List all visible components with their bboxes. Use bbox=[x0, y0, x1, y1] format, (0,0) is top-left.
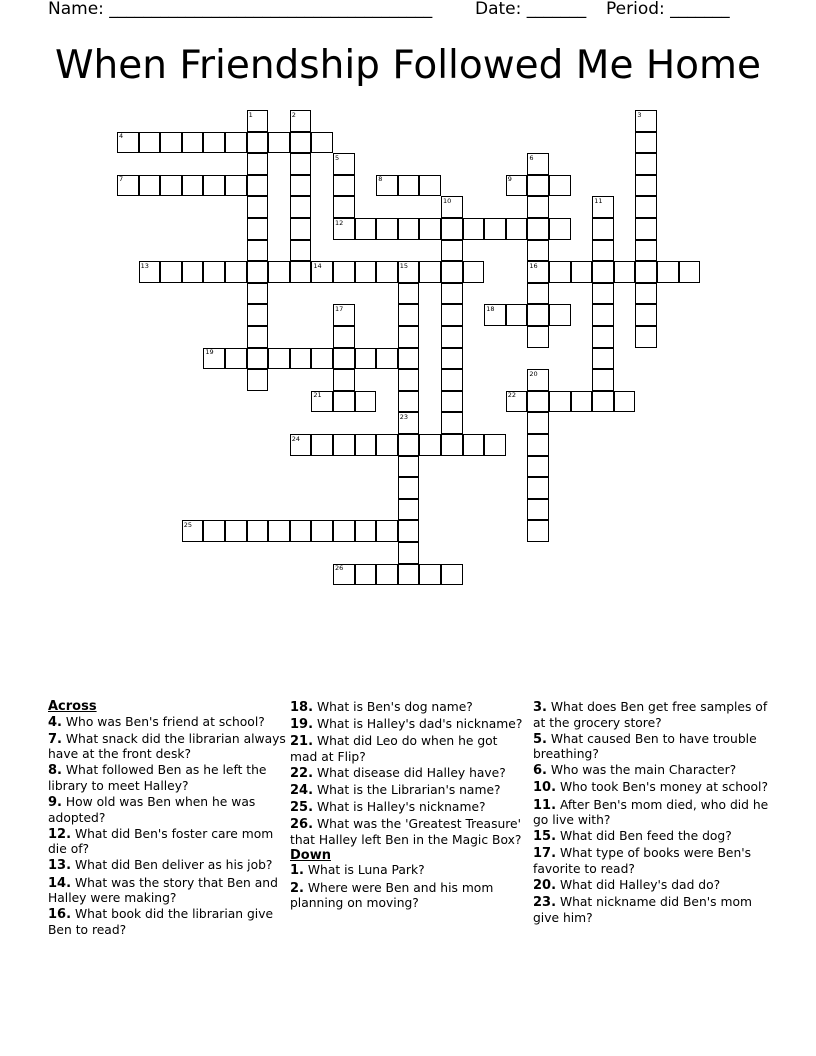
grid-cell[interactable] bbox=[203, 520, 225, 542]
grid-cell[interactable] bbox=[592, 348, 614, 370]
grid-cell[interactable] bbox=[441, 434, 463, 456]
clue-number: 8 bbox=[378, 175, 383, 184]
clue-number-label: 17. bbox=[533, 846, 557, 862]
clue-number: 24 bbox=[291, 434, 301, 443]
grid-cell[interactable] bbox=[441, 326, 463, 348]
clue-item bbox=[533, 829, 771, 845]
grid-cell[interactable] bbox=[571, 391, 593, 413]
grid-cell[interactable] bbox=[311, 132, 333, 154]
clue-number-label: 12. bbox=[48, 826, 72, 842]
grid-cell[interactable] bbox=[225, 132, 247, 154]
grid-cell[interactable] bbox=[268, 261, 290, 283]
grid-cell[interactable] bbox=[527, 240, 549, 262]
grid-cell[interactable] bbox=[592, 283, 614, 305]
clue-text: What was the story that Ben and Halley were making? bbox=[48, 875, 278, 906]
grid-cell[interactable] bbox=[441, 240, 463, 262]
grid-cell[interactable] bbox=[290, 132, 312, 154]
clue-number-label: 15. bbox=[533, 829, 557, 845]
clue-text: What caused Ben to have trouble breathing? bbox=[533, 731, 757, 762]
grid-cell[interactable] bbox=[441, 369, 463, 391]
clue-number-label: 6. bbox=[533, 763, 547, 779]
grid-cell[interactable] bbox=[333, 326, 355, 348]
clue-number: 2 bbox=[291, 110, 296, 119]
clue-number-label: 13. bbox=[48, 858, 72, 874]
clue-item bbox=[48, 827, 286, 857]
clue-item bbox=[533, 798, 771, 828]
grid-cell[interactable] bbox=[333, 391, 355, 413]
clue-number: 23 bbox=[399, 412, 409, 421]
grid-cell[interactable] bbox=[398, 434, 420, 456]
grid-cell[interactable] bbox=[290, 153, 312, 175]
clue-number-label: 9. bbox=[48, 795, 62, 811]
clue-text: How old was Ben when he was adopted? bbox=[48, 795, 256, 825]
grid-cell[interactable] bbox=[247, 153, 269, 175]
grid-cell[interactable] bbox=[333, 196, 355, 218]
clue-item bbox=[48, 907, 286, 937]
clue-number-label: 10. bbox=[533, 780, 557, 796]
grid-cell[interactable] bbox=[333, 369, 355, 391]
grid-cell[interactable] bbox=[527, 520, 549, 542]
clue-item bbox=[533, 763, 771, 779]
clue-item bbox=[533, 700, 771, 730]
clue-text: What disease did Halley have? bbox=[313, 765, 506, 780]
grid-cell[interactable] bbox=[527, 391, 549, 413]
grid-cell[interactable] bbox=[203, 132, 225, 154]
grid-cell[interactable] bbox=[247, 326, 269, 348]
clue-item bbox=[533, 878, 771, 894]
clue-number: 13 bbox=[140, 261, 149, 270]
grid-cell[interactable] bbox=[592, 240, 614, 262]
grid-cell[interactable] bbox=[225, 348, 247, 370]
grid-cell[interactable] bbox=[549, 391, 571, 413]
grid-cell[interactable] bbox=[355, 261, 377, 283]
grid-cell[interactable] bbox=[527, 175, 549, 197]
grid-cell[interactable] bbox=[506, 304, 528, 326]
clue-item bbox=[533, 895, 771, 925]
clue-number: 4 bbox=[119, 132, 124, 141]
name-field-label[interactable]: Name: ______________________________________ bbox=[48, 0, 433, 19]
grid-cell[interactable] bbox=[592, 369, 614, 391]
grid-cell[interactable] bbox=[203, 261, 225, 283]
clue-number-label: 20. bbox=[533, 878, 557, 894]
grid-cell[interactable] bbox=[635, 175, 657, 197]
clue-text: What was the 'Greatest Treasure' that Halley left Ben in the Magic Box? bbox=[290, 817, 522, 847]
grid-cell[interactable] bbox=[247, 520, 269, 542]
clue-number: 14 bbox=[313, 261, 322, 270]
grid-cell[interactable] bbox=[419, 564, 441, 586]
grid-cell[interactable] bbox=[290, 196, 312, 218]
grid-cell[interactable] bbox=[398, 175, 420, 197]
clue-text: What did Ben deliver as his job? bbox=[71, 858, 273, 873]
grid-cell[interactable] bbox=[592, 261, 614, 283]
grid-cell[interactable] bbox=[441, 304, 463, 326]
grid-cell[interactable] bbox=[527, 283, 549, 305]
clue-number: 19 bbox=[205, 348, 214, 357]
grid-cell[interactable] bbox=[592, 326, 614, 348]
clue-item bbox=[533, 732, 771, 762]
grid-cell[interactable] bbox=[614, 391, 636, 413]
grid-cell[interactable] bbox=[355, 348, 377, 370]
grid-cell[interactable] bbox=[290, 520, 312, 542]
clue-number: 10 bbox=[443, 196, 452, 205]
clue-number-label: 25. bbox=[290, 800, 314, 816]
clue-item bbox=[48, 795, 286, 825]
grid-cell[interactable] bbox=[311, 434, 333, 456]
grid-cell[interactable] bbox=[527, 326, 549, 348]
grid-cell[interactable] bbox=[549, 175, 571, 197]
grid-cell[interactable] bbox=[635, 196, 657, 218]
clue-text: What is the Librarian's name? bbox=[313, 782, 501, 797]
grid-cell[interactable] bbox=[635, 283, 657, 305]
grid-cell[interactable] bbox=[398, 304, 420, 326]
grid-cell[interactable] bbox=[398, 520, 420, 542]
grid-cell[interactable] bbox=[398, 218, 420, 240]
grid-cell[interactable] bbox=[527, 499, 549, 521]
clue-number: 11 bbox=[594, 196, 603, 205]
clue-text: What did Halley's dad do? bbox=[556, 878, 721, 893]
grid-cell[interactable] bbox=[592, 391, 614, 413]
clue-text: What is Halley's dad's nickname? bbox=[313, 717, 523, 732]
grid-cell[interactable] bbox=[635, 132, 657, 154]
clue-item bbox=[533, 846, 771, 876]
grid-cell[interactable] bbox=[527, 218, 549, 240]
grid-cell[interactable] bbox=[376, 520, 398, 542]
clue-number: 22 bbox=[507, 391, 517, 400]
clue-item bbox=[290, 800, 528, 816]
grid-cell[interactable] bbox=[290, 218, 312, 240]
clue-number: 26 bbox=[335, 564, 344, 573]
clue-number-label: 1. bbox=[290, 863, 304, 879]
clue-text: What nickname did Ben's mom give him? bbox=[533, 895, 752, 925]
clue-text: What snack did the librarian always have at the front desk? bbox=[48, 731, 286, 762]
across-heading: Across bbox=[48, 699, 97, 714]
grid-cell[interactable] bbox=[333, 434, 355, 456]
clue-number: 7 bbox=[119, 175, 124, 184]
grid-cell[interactable] bbox=[549, 218, 571, 240]
grid-cell[interactable] bbox=[268, 520, 290, 542]
clue-item bbox=[48, 858, 286, 874]
clue-text: What is Ben's dog name? bbox=[313, 700, 473, 714]
grid-cell[interactable] bbox=[182, 132, 204, 154]
clue-number-label: 11. bbox=[533, 797, 557, 813]
grid-cell[interactable] bbox=[333, 348, 355, 370]
grid-cell[interactable] bbox=[398, 564, 420, 586]
grid-cell[interactable] bbox=[463, 434, 485, 456]
grid-cell[interactable] bbox=[419, 175, 441, 197]
grid-cell[interactable] bbox=[376, 218, 398, 240]
clue-item bbox=[290, 881, 528, 911]
grid-cell[interactable] bbox=[441, 564, 463, 586]
grid-cell[interactable] bbox=[355, 391, 377, 413]
grid-cell[interactable] bbox=[268, 348, 290, 370]
clue-text: What did Leo do when he got mad at Flip? bbox=[290, 734, 498, 764]
clue-item bbox=[48, 715, 286, 731]
grid-cell[interactable] bbox=[527, 456, 549, 478]
clue-text: Where were Ben and his mom planning on moving? bbox=[290, 880, 494, 911]
clue-number-label: 16. bbox=[48, 907, 72, 923]
grid-cell[interactable] bbox=[571, 261, 593, 283]
clue-text: What type of books were Ben's favorite to read? bbox=[533, 846, 752, 876]
clue-number: 18 bbox=[486, 304, 495, 313]
grid-cell[interactable] bbox=[247, 261, 269, 283]
clue-item bbox=[290, 783, 528, 799]
grid-cell[interactable] bbox=[441, 283, 463, 305]
clue-text: What followed Ben as he left the library to meet Halley? bbox=[48, 763, 267, 793]
clue-item bbox=[290, 766, 528, 782]
grid-cell[interactable] bbox=[160, 132, 182, 154]
grid-cell[interactable] bbox=[398, 477, 420, 499]
grid-cell[interactable] bbox=[592, 218, 614, 240]
grid-cell[interactable] bbox=[333, 175, 355, 197]
clue-item bbox=[48, 876, 286, 906]
grid-cell[interactable] bbox=[657, 261, 679, 283]
clue-number-label: 26. bbox=[290, 817, 314, 833]
clue-number: 20 bbox=[529, 369, 538, 378]
clue-number: 25 bbox=[183, 520, 193, 529]
grid-cell[interactable] bbox=[290, 175, 312, 197]
clue-text: Who was Ben's friend at school? bbox=[61, 714, 265, 729]
clue-item bbox=[290, 817, 528, 847]
clue-number-label: 19. bbox=[290, 717, 314, 733]
clues-column-3 bbox=[533, 700, 771, 927]
grid-cell[interactable] bbox=[635, 326, 657, 348]
grid-cell[interactable] bbox=[247, 196, 269, 218]
grid-cell[interactable] bbox=[247, 369, 269, 391]
grid-cell[interactable] bbox=[376, 564, 398, 586]
grid-cell[interactable] bbox=[635, 304, 657, 326]
grid-cell[interactable] bbox=[290, 348, 312, 370]
clue-number-label: 14. bbox=[48, 875, 72, 891]
clues-column-2 bbox=[290, 700, 528, 912]
clue-text: Who took Ben's money at school? bbox=[556, 780, 768, 795]
clue-number-label: 8. bbox=[48, 763, 62, 779]
clue-number: 12 bbox=[335, 218, 344, 227]
clue-number-label: 4. bbox=[48, 714, 62, 730]
grid-cell[interactable] bbox=[441, 348, 463, 370]
grid-cell[interactable] bbox=[355, 434, 377, 456]
clue-number-label: 22. bbox=[290, 765, 314, 781]
grid-cell[interactable] bbox=[225, 175, 247, 197]
grid-cell[interactable] bbox=[484, 218, 506, 240]
grid-cell[interactable] bbox=[355, 520, 377, 542]
clues-column-1 bbox=[48, 700, 286, 939]
grid-cell[interactable] bbox=[160, 175, 182, 197]
grid-cell[interactable] bbox=[419, 261, 441, 283]
grid-cell[interactable] bbox=[592, 304, 614, 326]
grid-cell[interactable] bbox=[376, 434, 398, 456]
clue-number-label: 21. bbox=[290, 734, 314, 750]
clue-number: 5 bbox=[335, 153, 340, 162]
grid-cell[interactable] bbox=[290, 240, 312, 262]
clue-number: 6 bbox=[529, 153, 534, 162]
clue-text: Who was the main Character? bbox=[546, 763, 737, 778]
clue-number: 15 bbox=[399, 261, 409, 270]
grid-cell[interactable] bbox=[419, 434, 441, 456]
grid-cell[interactable] bbox=[527, 196, 549, 218]
grid-cell[interactable] bbox=[441, 391, 463, 413]
grid-cell[interactable] bbox=[182, 261, 204, 283]
grid-cell[interactable] bbox=[635, 240, 657, 262]
grid-cell[interactable] bbox=[247, 283, 269, 305]
grid-cell[interactable] bbox=[139, 175, 161, 197]
clue-text: What did Ben's foster care mom die of? bbox=[48, 826, 274, 857]
grid-cell[interactable] bbox=[398, 348, 420, 370]
grid-cell[interactable] bbox=[679, 261, 701, 283]
grid-cell[interactable] bbox=[635, 218, 657, 240]
clue-number: 21 bbox=[313, 391, 322, 400]
clue-item bbox=[533, 780, 771, 796]
clue-number: 3 bbox=[637, 110, 642, 119]
grid-cell[interactable] bbox=[268, 132, 290, 154]
grid-cell[interactable] bbox=[247, 348, 269, 370]
grid-cell[interactable] bbox=[311, 348, 333, 370]
clue-number-label: 3. bbox=[533, 700, 547, 715]
clue-text: After Ben's mom died, who did he go live with? bbox=[533, 797, 769, 828]
grid-cell[interactable] bbox=[506, 218, 528, 240]
clue-text: What is Luna Park? bbox=[303, 863, 425, 878]
grid-cell[interactable] bbox=[376, 261, 398, 283]
grid-cell[interactable] bbox=[484, 434, 506, 456]
date-field-label[interactable]: Date: _______ bbox=[475, 0, 587, 19]
grid-cell[interactable] bbox=[527, 477, 549, 499]
clue-number-label: 7. bbox=[48, 731, 62, 747]
grid-cell[interactable] bbox=[311, 520, 333, 542]
grid-cell[interactable] bbox=[398, 283, 420, 305]
grid-cell[interactable] bbox=[333, 520, 355, 542]
grid-cell[interactable] bbox=[290, 261, 312, 283]
clue-text: What does Ben get free samples of at the grocery store? bbox=[533, 700, 768, 730]
clue-item bbox=[290, 717, 528, 733]
grid-cell[interactable] bbox=[614, 261, 636, 283]
grid-cell[interactable] bbox=[182, 175, 204, 197]
clue-item bbox=[48, 763, 286, 793]
grid-cell[interactable] bbox=[247, 175, 269, 197]
clue-item bbox=[48, 732, 286, 762]
grid-cell[interactable] bbox=[355, 218, 377, 240]
grid-cell[interactable] bbox=[398, 542, 420, 564]
clue-number-label: 18. bbox=[290, 700, 314, 715]
page-title: When Friendship Followed Me Home bbox=[54, 43, 762, 88]
grid-cell[interactable] bbox=[225, 261, 247, 283]
grid-cell[interactable] bbox=[398, 456, 420, 478]
grid-cell[interactable] bbox=[441, 412, 463, 434]
clue-number-label: 23. bbox=[533, 895, 557, 911]
grid-cell[interactable] bbox=[441, 261, 463, 283]
grid-cell[interactable] bbox=[527, 412, 549, 434]
grid-cell[interactable] bbox=[355, 564, 377, 586]
clue-number: 1 bbox=[248, 110, 253, 119]
grid-cell[interactable] bbox=[635, 261, 657, 283]
clue-item bbox=[290, 863, 528, 879]
clue-number: 9 bbox=[507, 175, 512, 184]
down-heading: Down bbox=[290, 847, 331, 863]
grid-cell[interactable] bbox=[398, 326, 420, 348]
grid-cell[interactable] bbox=[527, 304, 549, 326]
grid-cell[interactable] bbox=[398, 391, 420, 413]
grid-cell[interactable] bbox=[398, 369, 420, 391]
grid-cell[interactable] bbox=[247, 132, 269, 154]
clue-text: What is Halley's nickname? bbox=[313, 800, 486, 815]
grid-cell[interactable] bbox=[376, 348, 398, 370]
grid-cell[interactable] bbox=[463, 218, 485, 240]
grid-cell[interactable] bbox=[398, 499, 420, 521]
grid-cell[interactable] bbox=[333, 261, 355, 283]
grid-cell[interactable] bbox=[527, 434, 549, 456]
clue-item bbox=[290, 734, 528, 764]
grid-cell[interactable] bbox=[463, 261, 485, 283]
clue-number: 17 bbox=[335, 304, 344, 313]
grid-cell[interactable] bbox=[160, 261, 182, 283]
clue-number: 16 bbox=[529, 261, 538, 270]
grid-cell[interactable] bbox=[419, 218, 441, 240]
grid-cell[interactable] bbox=[247, 218, 269, 240]
clue-item bbox=[290, 700, 528, 716]
clue-text: What book did the librarian give Ben to read? bbox=[48, 907, 274, 937]
grid-cell[interactable] bbox=[203, 175, 225, 197]
grid-cell[interactable] bbox=[441, 218, 463, 240]
clue-number-label: 24. bbox=[290, 782, 314, 798]
clue-number-label: 2. bbox=[290, 880, 304, 896]
period-field-label[interactable]: Period: _______ bbox=[606, 0, 730, 19]
grid-cell[interactable] bbox=[635, 153, 657, 175]
grid-cell[interactable] bbox=[247, 240, 269, 262]
grid-cell[interactable] bbox=[247, 304, 269, 326]
grid-cell[interactable] bbox=[225, 520, 247, 542]
grid-cell[interactable] bbox=[139, 132, 161, 154]
clue-text: What did Ben feed the dog? bbox=[556, 829, 732, 844]
grid-cell[interactable] bbox=[549, 304, 571, 326]
grid-cell[interactable] bbox=[549, 261, 571, 283]
clue-number-label: 5. bbox=[533, 731, 547, 747]
